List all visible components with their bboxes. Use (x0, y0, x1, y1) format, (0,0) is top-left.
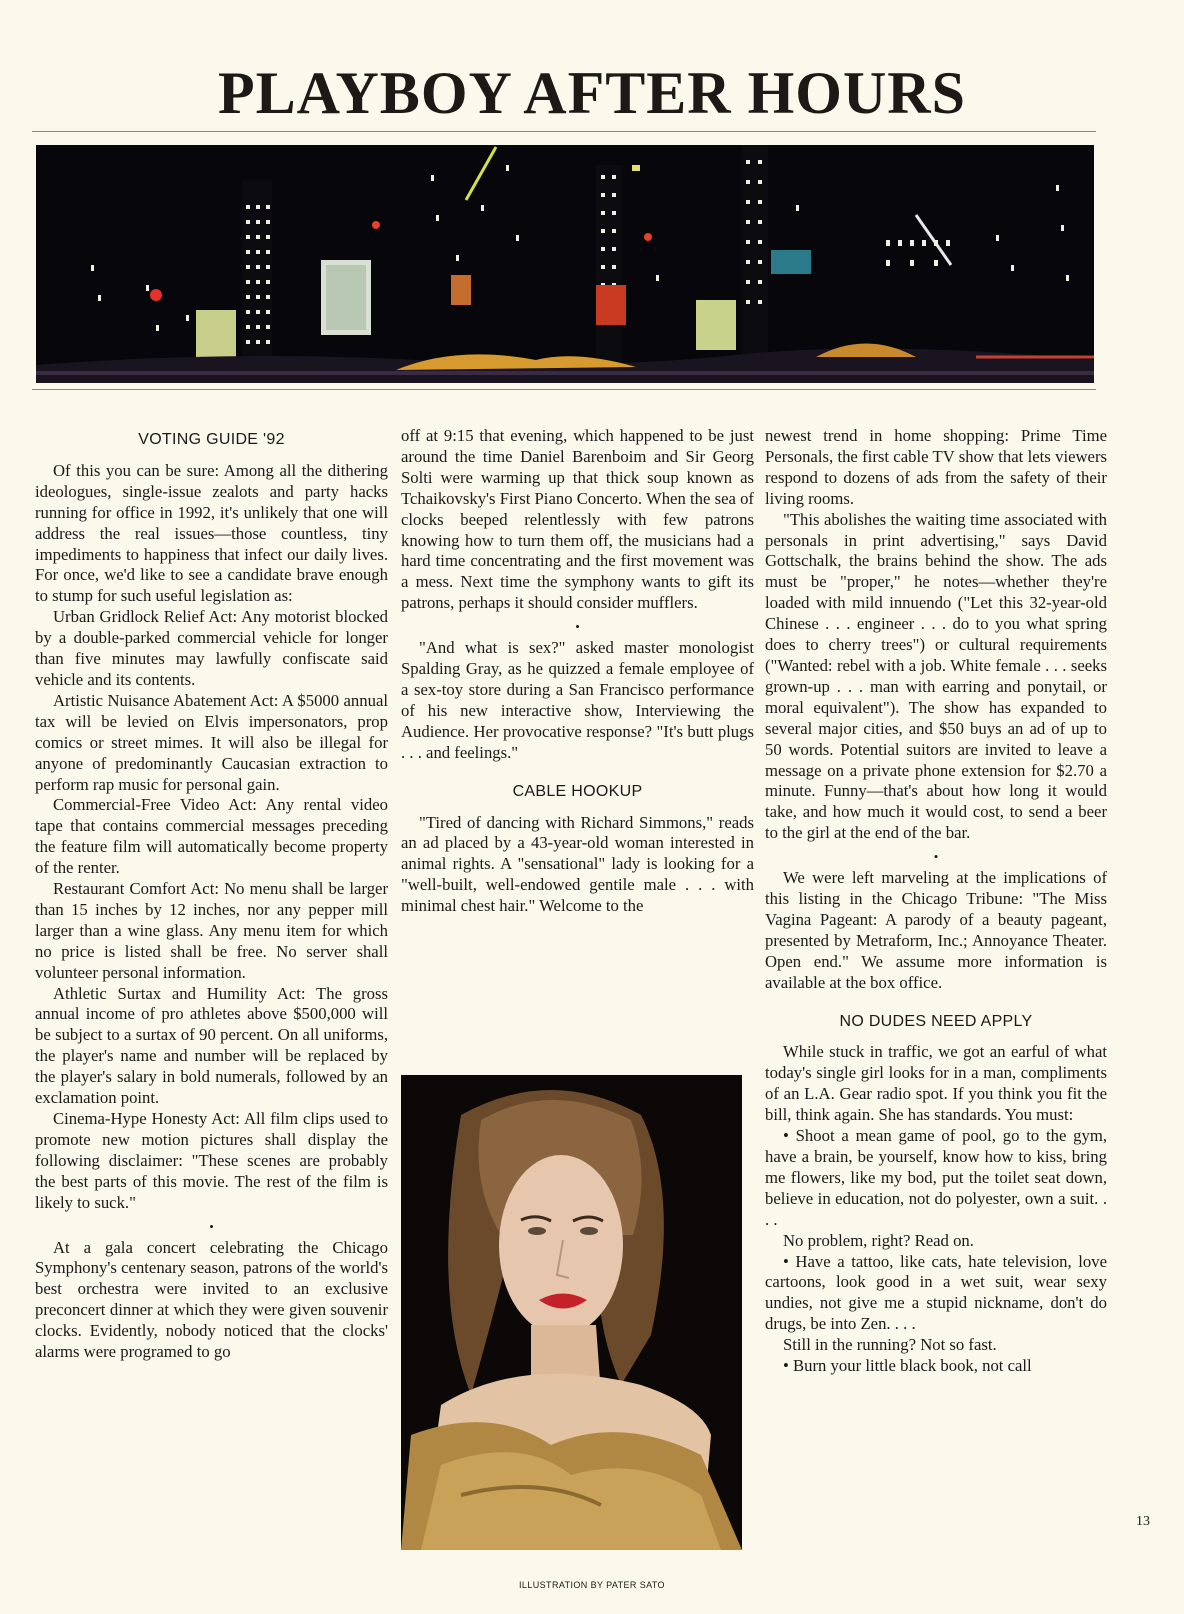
paragraph: • Burn your little black book, not call (783, 1356, 1032, 1376)
city-skyline-illustration (36, 145, 1094, 383)
page-title: PLAYBOY AFTER HOURS (217, 60, 967, 126)
title-rule (32, 131, 1096, 132)
paragraph: No problem, right? Read on. (783, 1230, 974, 1250)
page-number: 13 (1136, 1514, 1150, 1529)
section-separator: • (575, 619, 580, 635)
paragraph: Athletic Surtax and Humility Act: The gross annual income of pro athletes above $500,000 will be subject to a surtax of 90 percent. On all uniforms, the player's name and number will be replaced by the player's salary in bold numerals, followed by an exclamation point. (35, 983, 388, 1108)
paragraph: off at 9:15 that evening, which happened to be just around the time Daniel Barenboim and Sir Georg Solti were warming up that thick soup known as Tchaikovsky's First Piano Concerto. When the sea of clocks beeped relentlessly with few patrons knowing how to turn them off, the musicians had a hard time concentrating and the first movement was a mess. Next time the symphony wants to gift its patrons, perhaps it should consider mufflers. (401, 426, 754, 613)
section-heading-cable-hookup: CABLE HOOKUP (512, 782, 643, 800)
section-heading-voting-guide: VOTING GUIDE '92 (138, 431, 285, 448)
paragraph: • Shoot a mean game of pool, go to the gym, have a brain, be yourself, know how to kiss, bring me flowers, like my bod, put the toilet seat down, believe in education, not do polyester, own a suit. . . . (765, 1126, 1107, 1229)
paragraph: newest trend in home shopping: Prime Time Personals, the first cable TV show that lets viewers respond to dozens of ads from the safety of their living rooms. (765, 426, 1107, 508)
column-voting-guide (35, 426, 388, 1363)
woman-portrait-illustration (401, 1075, 742, 1550)
paragraph: Still in the running? Not so fast. (783, 1335, 997, 1355)
paragraph: "Tired of dancing with Richard Simmons," reads an ad placed by a 43-year-old woman interested in animal rights. A "sensational" lady is looking for a "well-built, well-endowed gentile male . . . with minimal chest hair." Welcome to the (401, 812, 754, 916)
paragraph: At a gala concert celebrating the Chicago Symphony's centenary season, patrons of the world's best orchestra were invited to an exclusive preconcert dinner at which they were given souvenir clocks. Evidently, nobody noticed that the clocks' alarms were programed to go (35, 1237, 388, 1362)
paragraph: Commercial-Free Video Act: Any rental video tape that contains commercial messages preceding the feature film will automatically become property of the renter. (35, 795, 388, 878)
paragraph: We were left marveling at the implications of this listing in the Chicago Tribune: "The Miss Vagina Pageant: A parody of a beauty pageant, presented by Metraform, Inc.; Annoyance Theater. Open end." We assume more information is available at the box office. (765, 868, 1107, 992)
column-middle (401, 426, 754, 917)
paragraph: Urban Gridlock Relief Act: Any motorist blocked by a double-parked commercial vehicle for longer than five minutes may lawfully confiscate said vehicle and its contents. (35, 607, 388, 689)
column-right (765, 426, 1107, 1377)
paragraph: While stuck in traffic, we got an earful of what today's single girl looks for in a man, compliments of an L.A. Gear radio spot. If you think you fit the bill, think again. She has standards. You must: (765, 1042, 1107, 1125)
paragraph: • Have a tattoo, like cats, hate television, love cartoons, look good in a wet suit, wear sexy undies, not give me a stupid nickname, don't do drugs, be into Zen. . . . (765, 1251, 1107, 1334)
section-separator: • (209, 1218, 214, 1234)
section-separator: • (933, 849, 939, 865)
paragraph: Restaurant Comfort Act: No menu shall be larger than 15 inches by 12 inches, nor any pepper mill larger than a wine glass. Any menu item for which no price is listed shall be free. No server shall volunteer personal information. (35, 879, 388, 982)
banner-rule (32, 389, 1096, 390)
paragraph: Artistic Nuisance Abatement Act: A $5000 annual tax will be levied on Elvis impersonators, prop comics or street mimes. It will also be illegal for anyone of predominantly Caucasian extraction to perform rap music for personal gain. (35, 690, 388, 794)
section-heading-no-dudes: NO DUDES NEED APPLY (839, 1012, 1033, 1030)
paragraph: "This abolishes the waiting time associated with personals in print advertising," says David Gottschalk, the brains behind the show. The ads must be "proper," he notes—whether they're loaded with mild innuendo ("Let this 32-year-old Chinese . . . engineer . . . do to you what spring does to cherry trees") or cultural requirements ("Wanted: rebel with a job. White female . . . seeks grown-up . . . man with earring and ponytail, or moral equivalent"). The show has expanded to several major cities, and $50 buys an ad of up to 50 words. Potential suitors are invited to leave a message on a private phone extension for $2.70 a minute. Funny—that's about how long it would take, and how much it would cost, to send a beer to the girl at the end of the bar. (765, 509, 1107, 843)
illustration-credit: ILLUSTRATION BY PATER SATO (519, 1580, 665, 1590)
paragraph: Cinema-Hype Honesty Act: All film clips used to promote new motion pictures shall display the following disclaimer: "These scenes are probably the best parts of this movie. The rest of the film is likely to suck." (35, 1109, 388, 1212)
paragraph: Of this you can be sure: Among all the dithering ideologues, single-issue zealots and party hacks running for office in 1992, it's unlikely that one will address the real issues—those countless, tiny impediments to happiness that infect our daily lives. For once, we'd like to see a candidate brave enough to stump for such useful legislation as: (35, 460, 388, 606)
paragraph: "And what is sex?" asked master monologist Spalding Gray, as he quizzed a female employee of a sex-toy store during a San Francisco performance of his new interactive show, Interviewing the Audience. Her provocative response? "It's butt plugs . . . and feelings." (401, 638, 754, 762)
